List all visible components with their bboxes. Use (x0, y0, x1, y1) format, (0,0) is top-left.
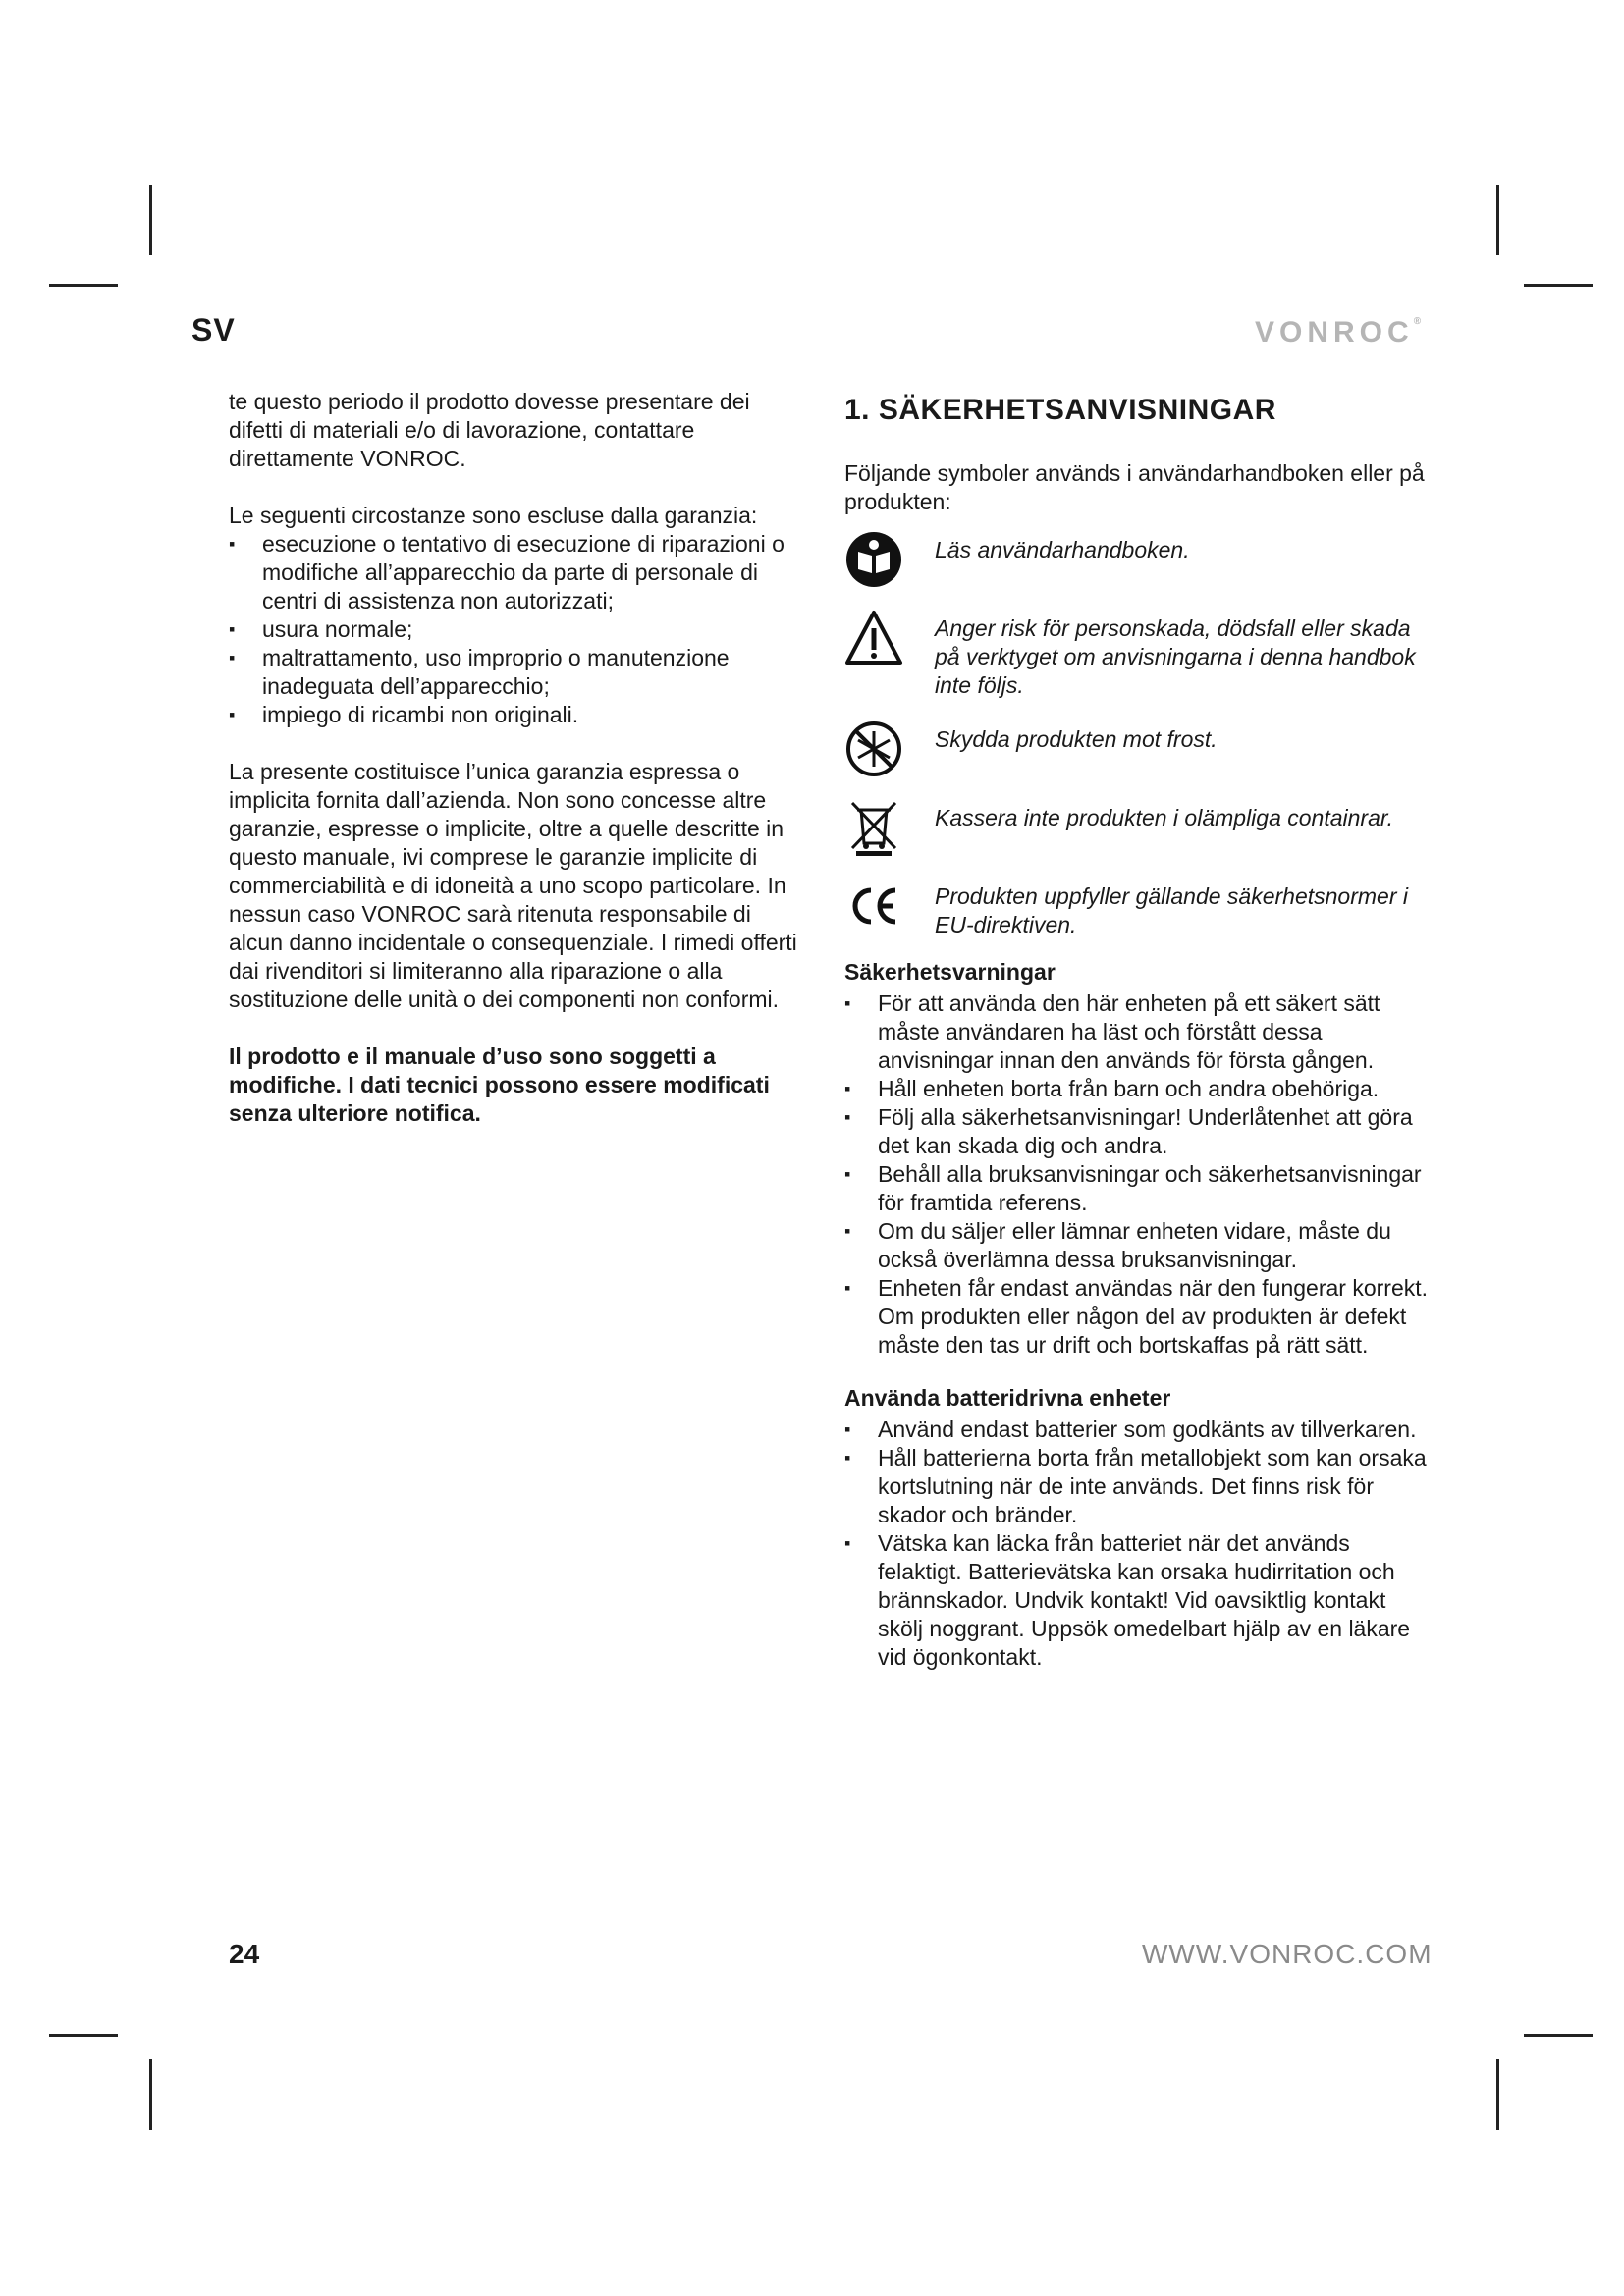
crop-mark-bottom-right-horizontal (1524, 2034, 1593, 2037)
exclusions-intro: Le seguenti circostanze sono escluse dalla garanzia: (229, 503, 758, 528)
symbol-row-weee (844, 798, 1434, 857)
language-code: SV (191, 312, 236, 347)
crop-mark-top-right-vertical (1496, 185, 1499, 255)
list-item: ▪ För att använda den här enheten på ett säkert sätt måste användaren ha läst och förstått dessa anvisningar innan den används för första gången. (844, 989, 1434, 1075)
list-item: ▪ Behåll alla bruksanvisningar och säkerhetsanvisningar för framtida referens. (844, 1160, 1434, 1217)
list-item: ▪ Håll enheten borta från barn och andra obehöriga. (844, 1075, 1434, 1103)
list-item: ▪ usura normale; (229, 615, 808, 644)
list-item: ▪ Följ alla säkerhetsanvisningar! Underlåtenhet att göra det kan skada dig och andra. (844, 1103, 1434, 1160)
battery-list (844, 1415, 1434, 1672)
exclusions-list (229, 530, 808, 729)
crop-mark-bottom-left-horizontal (49, 2034, 118, 2037)
symbol-text: Kassera inte produkten i olämpliga containrar. (935, 805, 1394, 830)
symbol-text: Produkten uppfyller gällande säkerhetsnormer i EU-direktiven. (935, 883, 1408, 937)
section-title: 1. SÄKERHETSANVISNINGAR (844, 394, 1276, 426)
list-item: ▪ impiego di ricambi non originali. (229, 701, 808, 729)
symbols-intro: Följande symboler används i användarhandboken eller på produkten: (844, 460, 1425, 514)
list-item: ▪ esecuzione o tentativo di esecuzione di riparazioni o modifiche all’apparecchio da parte di personale di centri di assistenza non autorizzati; (229, 530, 808, 615)
frost-protect-icon (844, 720, 903, 778)
warning-triangle-icon (844, 609, 903, 667)
right-column (844, 388, 1434, 1672)
modification-notice: Il prodotto e il manuale d’uso sono soggetti a modifiche. I dati tecnici possono essere modificati senza ulteriore notifica. (229, 1043, 770, 1126)
safety-warnings-heading: Säkerhetsvarningar (844, 959, 1056, 985)
brand-logo (1255, 316, 1421, 349)
left-column (229, 388, 808, 1128)
ce-mark-icon (844, 877, 903, 935)
brand-name: VONROC (1255, 316, 1414, 348)
symbol-row-frost (844, 720, 1434, 778)
list-item: ▪ Använd endast batterier som godkänts av tillverkaren. (844, 1415, 1434, 1444)
list-item: ▪ Håll batterierna borta från metallobjekt som kan orsaka kortslutning när de inte används. Det finns risk för skador och bränder. (844, 1444, 1434, 1529)
registered-mark: ® (1413, 316, 1422, 327)
symbol-text: Anger risk för personskada, dödsfall eller skada på verktyget om anvisningarna i denna handbok inte följs. (935, 615, 1416, 698)
symbol-row-read-manual (844, 530, 1434, 589)
crop-mark-top-left-horizontal (49, 284, 118, 287)
read-manual-icon (844, 530, 903, 589)
page-number: 24 (229, 1939, 260, 1969)
list-item: ▪ maltrattamento, uso improprio o manutenzione inadeguata dell’apparecchio; (229, 644, 808, 701)
crop-mark-top-right-horizontal (1524, 284, 1593, 287)
crop-mark-bottom-left-vertical (149, 2059, 152, 2130)
symbol-text: Läs användarhandboken. (935, 537, 1190, 562)
website-url: WWW.VONROC.COM (1142, 1939, 1433, 1969)
battery-heading: Använda batteridrivna enheter (844, 1385, 1171, 1411)
list-item: ▪ Om du säljer eller lämnar enheten vidare, måste du också överlämna dessa bruksanvisningar. (844, 1217, 1434, 1274)
symbol-row-warning (844, 609, 1434, 700)
crop-mark-top-left-vertical (149, 185, 152, 255)
warranty-period-paragraph: te questo periodo il prodotto dovesse presentare dei difetti di materiali e/o di lavorazione, contattare direttamente VONROC. (229, 389, 750, 471)
safety-warnings-list (844, 989, 1434, 1360)
symbol-row-ce (844, 877, 1434, 939)
list-item: ▪ Vätska kan läcka från batteriet när det används felaktigt. Batterievätska kan orsaka hudirritation och brännskador. Undvik kontakt! Vid oavsiktlig kontakt skölj noggrant. Uppsök omedelbart hjälp av en läkare vid ögonkontakt. (844, 1529, 1434, 1672)
warranty-disclaimer-paragraph: La presente costituisce l’unica garanzia espressa o implicita fornita dall’azienda. Non sono concesse altre garanzie, espresse o implicite, oltre a quelle descritte in questo manuale, ivi comprese le garanzie implicite di commerciabilità e di idoneità a uno scopo particolare. In nessun caso VONROC sarà ritenuta responsabile di alcun danno incidentale o consequenziale. I rimedi offerti dai rivenditori si limiteranno alla riparazione o alla sostituzione delle unità o dei componenti non conformi. (229, 759, 797, 1012)
symbol-text: Skydda produkten mot frost. (935, 726, 1218, 752)
crop-mark-bottom-right-vertical (1496, 2059, 1499, 2130)
list-item: ▪ Enheten får endast användas när den fungerar korrekt. Om produkten eller någon del av produkten är defekt måste den tas ur drift och bortskaffas på rätt sätt. (844, 1274, 1434, 1360)
weee-bin-icon (844, 798, 903, 857)
